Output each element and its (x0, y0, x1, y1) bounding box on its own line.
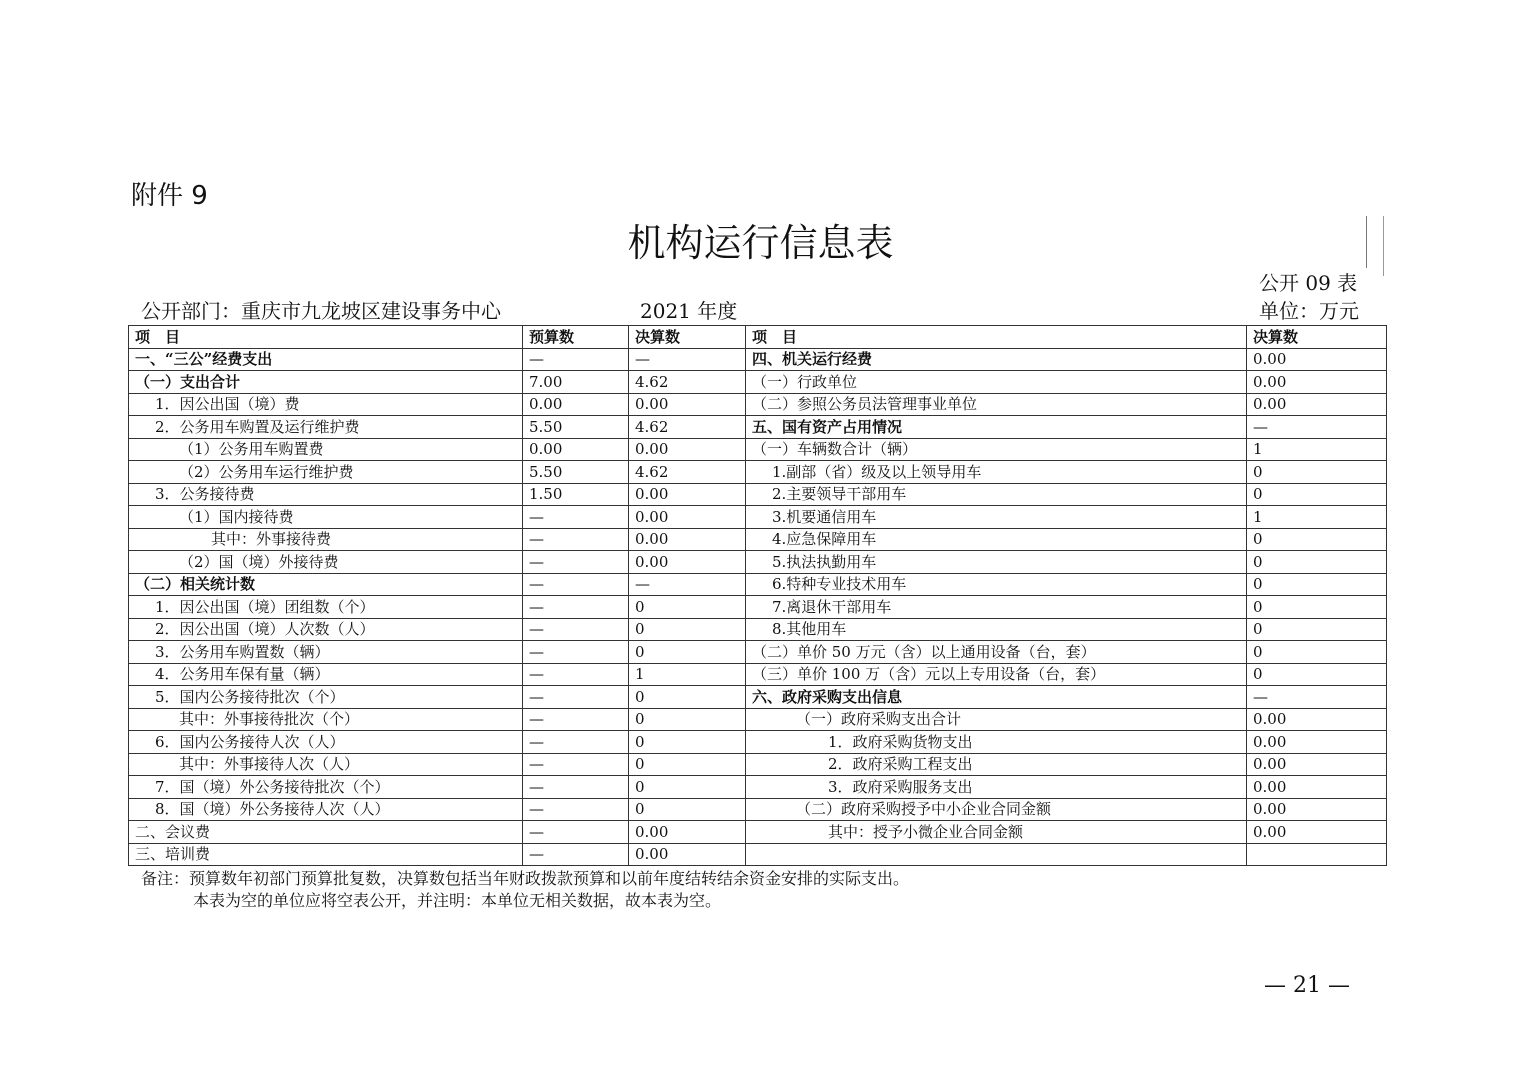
table-row (129, 551, 1387, 574)
table-header-row (129, 326, 1387, 349)
row-actual: 0 (629, 753, 746, 776)
row-budget: — (523, 348, 629, 371)
row-item: 一、“三公”经费支出 (129, 348, 523, 371)
row-item: 其中：外事接待批次（个） (129, 708, 523, 731)
row-item: 6．国内公务接待人次（人） (129, 731, 523, 754)
row-actual: 0.00 (629, 506, 746, 529)
row-budget: — (523, 596, 629, 619)
row-budget: — (523, 551, 629, 574)
table-row (129, 618, 1387, 641)
table-row (129, 461, 1387, 484)
page-title: 机构运行信息表 (627, 221, 894, 265)
row-actual: 4.62 (629, 461, 746, 484)
row-item-right: （二）参照公务员法管理事业单位 (746, 393, 1247, 416)
row-budget: — (523, 798, 629, 821)
row-actual: 0 (629, 618, 746, 641)
row-actual-right: 0.00 (1247, 798, 1387, 821)
table-row (129, 596, 1387, 619)
row-actual: 0 (629, 798, 746, 821)
row-item: （一）支出合计 (129, 371, 523, 394)
table-row (129, 371, 1387, 394)
attachment-label: 附件 9 (131, 181, 208, 211)
page-number: — 21 — (1264, 973, 1350, 998)
row-item-right: 6.特种专业技术用车 (746, 573, 1247, 596)
table-row (129, 416, 1387, 439)
row-actual-right: 0 (1247, 483, 1387, 506)
unit-label: 单位：万元 (1259, 299, 1359, 323)
row-budget: — (523, 843, 629, 866)
row-item: 1．因公出国（境）团组数（个） (129, 596, 523, 619)
row-item-right: （二）政府采购授予中小企业合同金额 (746, 798, 1247, 821)
table-row (129, 708, 1387, 731)
note-line: 本表为空的单位应将空表公开，并注明：本单位无相关数据，故本表为空。 (193, 891, 722, 910)
row-actual: — (629, 348, 746, 371)
row-item-right: 2．政府采购工程支出 (746, 753, 1247, 776)
row-budget: 5.50 (523, 416, 629, 439)
row-actual-right: 0.00 (1247, 776, 1387, 799)
row-item: 3．公务接待费 (129, 483, 523, 506)
notes (141, 868, 909, 912)
row-item-right: （一）行政单位 (746, 371, 1247, 394)
row-actual: 0.00 (629, 551, 746, 574)
row-budget: — (523, 618, 629, 641)
row-actual: 0.00 (629, 438, 746, 461)
row-item-right: 六、政府采购支出信息 (746, 686, 1247, 709)
row-actual: 0 (629, 708, 746, 731)
row-item: 其中：外事接待人次（人） (129, 753, 523, 776)
row-item-right: （一）车辆数合计（辆） (746, 438, 1247, 461)
header-budget: 预算数 (523, 326, 629, 349)
row-actual-right: 0.00 (1247, 708, 1387, 731)
row-actual: 4.62 (629, 416, 746, 439)
row-budget: 1.50 (523, 483, 629, 506)
row-actual: 0 (629, 731, 746, 754)
row-budget: — (523, 506, 629, 529)
row-actual-right: 0.00 (1247, 371, 1387, 394)
row-actual: 0.00 (629, 528, 746, 551)
table-row (129, 528, 1387, 551)
row-item: 2．因公出国（境）人次数（人） (129, 618, 523, 641)
row-actual: 0 (629, 596, 746, 619)
row-actual: 0 (629, 776, 746, 799)
row-item: 4．公务用车保有量（辆） (129, 663, 523, 686)
table-row (129, 393, 1387, 416)
row-item-right: 3.机要通信用车 (746, 506, 1247, 529)
row-actual: 0.00 (629, 483, 746, 506)
fiscal-year: 2021 年度 (640, 299, 738, 323)
row-actual-right: 0 (1247, 663, 1387, 686)
row-budget: 5.50 (523, 461, 629, 484)
row-actual: 0.00 (629, 843, 746, 866)
row-actual-right: 0 (1247, 528, 1387, 551)
row-item: 1．因公出国（境）费 (129, 393, 523, 416)
header-item-right: 项 目 (746, 326, 1247, 349)
row-item: （二）相关统计数 (129, 573, 523, 596)
row-budget: — (523, 528, 629, 551)
row-item: 二、会议费 (129, 821, 523, 844)
row-item: 2．公务用车购置及运行维护费 (129, 416, 523, 439)
table-row (129, 821, 1387, 844)
note-line: 备注：预算数年初部门预算批复数，决算数包括当年财政拨款预算和以前年度结转结余资金安排的实际支出。 (141, 869, 910, 888)
table-row (129, 798, 1387, 821)
table-row (129, 506, 1387, 529)
table-row (129, 483, 1387, 506)
row-item: 3．公务用车购置数（辆） (129, 641, 523, 664)
row-actual-right: 0 (1247, 618, 1387, 641)
row-item-right: 8.其他用车 (746, 618, 1247, 641)
row-actual-right: 1 (1247, 438, 1387, 461)
row-actual-right: 0 (1247, 641, 1387, 664)
row-budget: — (523, 686, 629, 709)
row-actual: 0 (629, 686, 746, 709)
row-budget: — (523, 753, 629, 776)
table-row (129, 753, 1387, 776)
row-item-right: 四、机关运行经费 (746, 348, 1247, 371)
row-item-right: 2.主要领导干部用车 (746, 483, 1247, 506)
row-actual-right: 0.00 (1247, 393, 1387, 416)
row-actual-right: 0 (1247, 596, 1387, 619)
header-item: 项 目 (129, 326, 523, 349)
table-row (129, 573, 1387, 596)
row-actual-right (1247, 843, 1387, 866)
table-row (129, 843, 1387, 866)
row-budget: — (523, 573, 629, 596)
table-row (129, 438, 1387, 461)
row-actual-right: — (1247, 416, 1387, 439)
row-budget: 7.00 (523, 371, 629, 394)
row-budget: — (523, 731, 629, 754)
row-actual: 0.00 (629, 393, 746, 416)
row-actual: 0 (629, 641, 746, 664)
row-actual-right: 0.00 (1247, 731, 1387, 754)
row-actual: 0.00 (629, 821, 746, 844)
table-row (129, 641, 1387, 664)
row-item-right: 7.离退休干部用车 (746, 596, 1247, 619)
row-actual: 4.62 (629, 371, 746, 394)
margin-line (1366, 216, 1367, 268)
header-actual-right: 决算数 (1247, 326, 1387, 349)
row-item-right: 4.应急保障用车 (746, 528, 1247, 551)
row-item: （1）公务用车购置费 (129, 438, 523, 461)
row-budget: — (523, 663, 629, 686)
table-row (129, 731, 1387, 754)
row-item: （2）国（境）外接待费 (129, 551, 523, 574)
row-item-right: （二）单价 50 万元（含）以上通用设备（台，套） (746, 641, 1247, 664)
row-item: 三、培训费 (129, 843, 523, 866)
row-item-right: 1.副部（省）级及以上领导用车 (746, 461, 1247, 484)
row-budget: 0.00 (523, 438, 629, 461)
table-row (129, 776, 1387, 799)
table-row (129, 663, 1387, 686)
row-actual: 1 (629, 663, 746, 686)
row-item: 5．国内公务接待批次（个） (129, 686, 523, 709)
table-row (129, 686, 1387, 709)
row-item-right: 1．政府采购货物支出 (746, 731, 1247, 754)
department-label: 公开部门：重庆市九龙坡区建设事务中心 (141, 299, 501, 323)
header-actual: 决算数 (629, 326, 746, 349)
margin-line (1383, 216, 1384, 276)
table-code: 公开 09 表 (1259, 271, 1358, 295)
row-actual: — (629, 573, 746, 596)
row-actual-right: — (1247, 686, 1387, 709)
row-actual-right: 0 (1247, 461, 1387, 484)
row-budget: — (523, 708, 629, 731)
info-table (128, 325, 1387, 866)
row-item-right: （一）政府采购支出合计 (746, 708, 1247, 731)
row-item-right: 五、国有资产占用情况 (746, 416, 1247, 439)
row-item: 其中：外事接待费 (129, 528, 523, 551)
row-budget: — (523, 641, 629, 664)
row-actual-right: 1 (1247, 506, 1387, 529)
row-item-right: 其中：授予小微企业合同金额 (746, 821, 1247, 844)
row-item-right: （三）单价 100 万（含）元以上专用设备（台，套） (746, 663, 1247, 686)
row-actual-right: 0 (1247, 551, 1387, 574)
row-item: （2）公务用车运行维护费 (129, 461, 523, 484)
row-actual-right: 0.00 (1247, 753, 1387, 776)
row-actual-right: 0 (1247, 573, 1387, 596)
row-budget: — (523, 776, 629, 799)
row-item-right: 5.执法执勤用车 (746, 551, 1247, 574)
table-row (129, 348, 1387, 371)
row-budget: 0.00 (523, 393, 629, 416)
row-actual-right: 0.00 (1247, 348, 1387, 371)
row-item: 7．国（境）外公务接待批次（个） (129, 776, 523, 799)
row-item-right: 3．政府采购服务支出 (746, 776, 1247, 799)
row-item-right (746, 843, 1247, 866)
row-item: 8．国（境）外公务接待人次（人） (129, 798, 523, 821)
row-actual-right: 0.00 (1247, 821, 1387, 844)
row-item: （1）国内接待费 (129, 506, 523, 529)
row-budget: — (523, 821, 629, 844)
